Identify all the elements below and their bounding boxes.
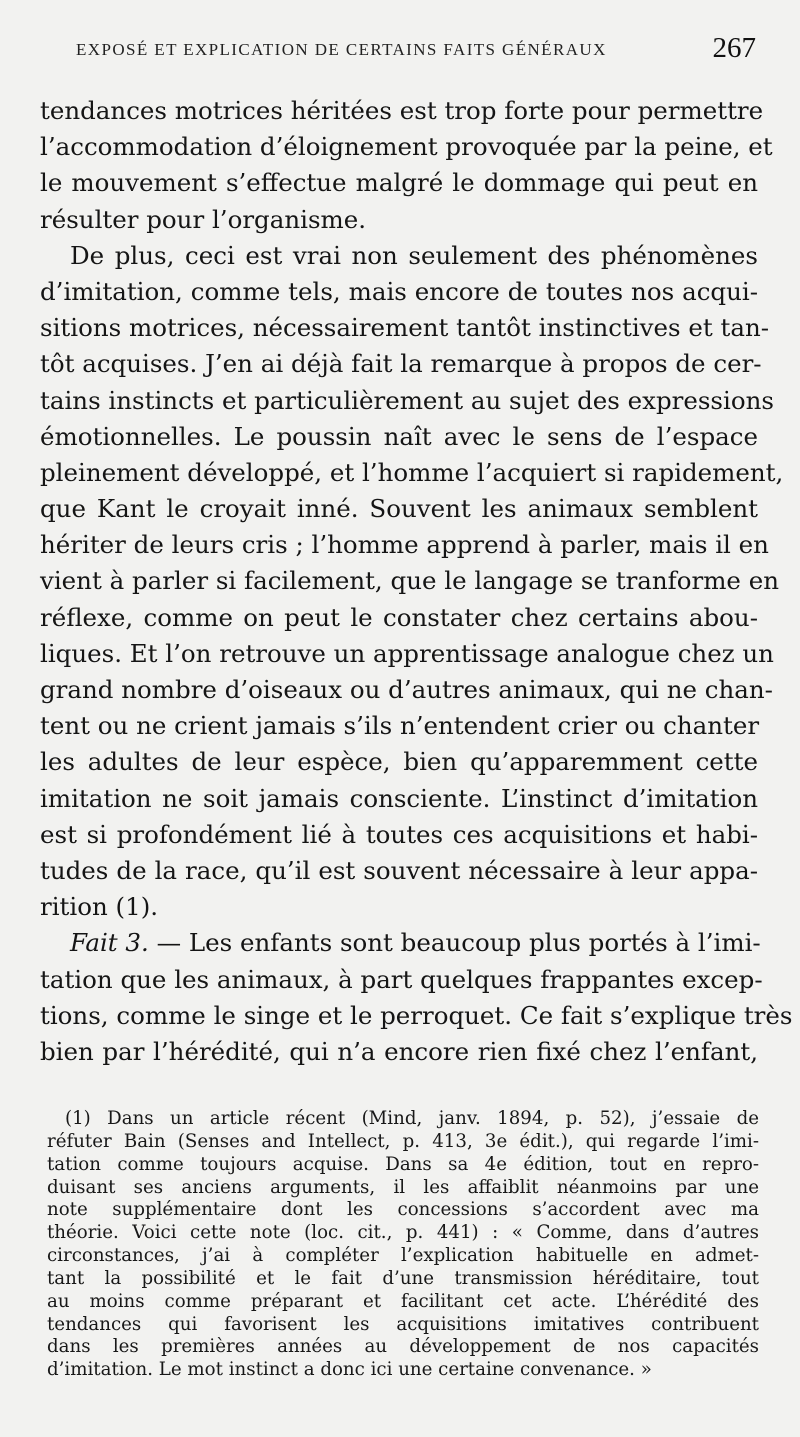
main-text bbox=[40, 93, 793, 1070]
body-line: sitions motrices, nécessairement tantôt instinctives et tan- bbox=[40, 313, 770, 343]
body-line: tions, comme le singe et le perroquet. Ce fait s’explique très bbox=[40, 1000, 793, 1030]
footnote-line: note supplémentaire dont les concessions s’accordent avec ma bbox=[47, 1199, 759, 1221]
body-line: émotionnelles. Le poussin naît avec le sens de l’espace bbox=[40, 421, 758, 451]
footnote-line: tendances qui favorisent les acquisitions imitatives contribuent bbox=[47, 1313, 759, 1335]
body-line: pleinement développé, et l’homme l’acquiert si rapidement, bbox=[40, 457, 784, 487]
body-line: d’imitation, comme tels, mais encore de toutes nos acqui- bbox=[40, 276, 758, 306]
body-line: tendances motrices héritées est trop forte pour permettre bbox=[40, 96, 764, 125]
page-header bbox=[76, 32, 756, 66]
body-line: vient à parler si facilement, que le langage se tranforme en bbox=[40, 566, 779, 596]
page-number: 267 bbox=[712, 32, 756, 64]
body-line: que Kant le croyait inné. Souvent les animaux semblent bbox=[40, 494, 758, 524]
body-line: résulter pour l’organisme. bbox=[40, 204, 367, 234]
footnote-line: dans les premières années au développement de nos capacités bbox=[47, 1336, 759, 1358]
footnote-line: duisant ses anciens arguments, il les affaiblit néanmoins par une bbox=[47, 1176, 759, 1198]
body-line: réflexe, comme on peut le constater chez certains abou- bbox=[40, 602, 758, 632]
fait-line-text: — Les enfants sont beaucoup plus portés à l’imi- bbox=[156, 928, 761, 958]
footnote-line: d’imitation. Le mot instinct a donc ici une certaine convenance. » bbox=[47, 1359, 652, 1381]
body-line: le mouvement s’effectue malgré le dommage qui peut en bbox=[40, 168, 758, 198]
running-head: EXPOSÉ ET EXPLICATION DE CERTAINS FAITS GÉNÉRAUX bbox=[76, 40, 607, 59]
body-line: liques. Et l’on retrouve un apprentissage analogue chez un bbox=[40, 638, 774, 668]
footnote-line: circonstances, j’ai à compléter l’explication habituelle en admet- bbox=[47, 1245, 759, 1267]
footnote-line: tant la possibilité et le fait d’une transmission héréditaire, tout bbox=[47, 1267, 759, 1289]
body-line: imitation ne soit jamais consciente. L’instinct d’imitation bbox=[40, 783, 758, 813]
body-line: hériter de leurs cris ; l’homme apprend à parler, mais il en bbox=[40, 530, 769, 560]
fait-label: Fait 3. bbox=[70, 928, 149, 958]
footnote-line: (1) Dans un article récent (Mind, janv. 1894, p. 52), j’essaie de bbox=[65, 1108, 759, 1129]
body-line: bien par l’hérédité, qui n’a encore rien fixé chez l’enfant, bbox=[40, 1036, 758, 1066]
footnote-line: au moins comme préparant et facilitant cet acte. L’hérédité des bbox=[47, 1290, 759, 1312]
footnote bbox=[47, 1108, 759, 1382]
body-line: tains instincts et particulièrement au sujet des expressions bbox=[40, 385, 774, 415]
body-line: rition (1). bbox=[40, 892, 159, 922]
fait-paragraph-start-line bbox=[40, 925, 761, 961]
footnote-line: tation comme toujours acquise. Dans sa 4e édition, tout en repro- bbox=[47, 1153, 759, 1175]
paragraph-start-line: De plus, ceci est vrai non seulement des phénomènes bbox=[70, 240, 758, 270]
body-line: les adultes de leur espèce, bien qu’apparemment cette bbox=[40, 747, 758, 777]
body-line: tation que les animaux, à part quelques frappantes excep- bbox=[40, 964, 763, 994]
body-line: tudes de la race, qu’il est souvent nécessaire à leur appa- bbox=[40, 855, 758, 885]
body-line: grand nombre d’oiseaux ou d’autres animaux, qui ne chan- bbox=[40, 675, 773, 704]
footnote-line: théorie. Voici cette note (loc. cit., p. 441) : « Comme, dans d’autres bbox=[47, 1222, 759, 1244]
body-line: est si profondément lié à toutes ces acquisitions et habi- bbox=[40, 819, 758, 849]
body-line: tent ou ne crient jamais s’ils n’entendent crier ou chanter bbox=[40, 711, 760, 741]
body-line: tôt acquises. J’en ai déjà fait la remarque à propos de cer- bbox=[40, 349, 762, 379]
footnote-line: réfuter Bain (Senses and Intellect, p. 413, 3e édit.), qui regarde l’imi- bbox=[47, 1130, 759, 1152]
body-line: l’accommodation d’éloignement provoquée par la peine, et bbox=[40, 132, 773, 162]
